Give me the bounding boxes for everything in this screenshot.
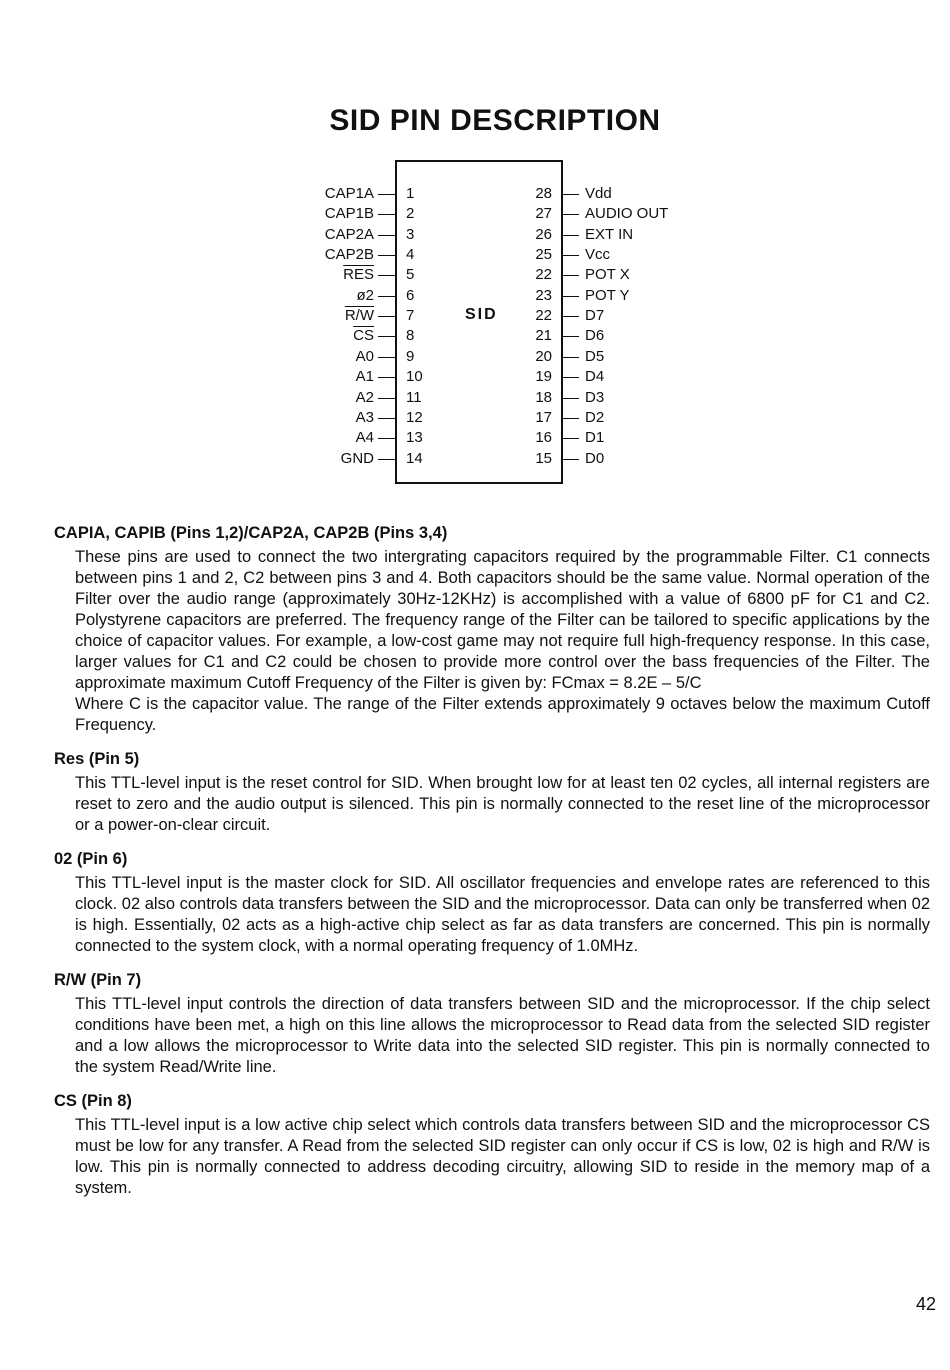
pin-number: 8 [406, 327, 415, 345]
pin-name: D1 [585, 429, 605, 447]
pin-section [54, 969, 930, 1078]
pin-number: 12 [406, 408, 423, 426]
pin-number: 18 [535, 388, 552, 406]
pin-name: A1 [355, 368, 374, 386]
pin-name: POT X [585, 266, 630, 284]
pin-number: 20 [535, 347, 552, 365]
pin-section [54, 848, 930, 957]
pin-number: 19 [535, 368, 552, 386]
section-paragraph: Where C is the capacitor value. The range of the Filter extends approximately 9 octaves below the maximum Cutoff Frequency. [75, 695, 930, 734]
pin-number: 11 [406, 388, 422, 406]
right-pin [0, 265, 950, 285]
pin-number: 27 [535, 205, 552, 223]
pin-lead [563, 316, 579, 317]
pin-section [54, 748, 930, 836]
pin-number: 1 [406, 185, 415, 202]
pin-number: 3 [406, 225, 415, 243]
pin-lead [563, 275, 579, 276]
right-pin [0, 367, 950, 387]
section-paragraph: This TTL-level input is a low active chip select which controls data transfers between SID and the microprocessor CS must be low for any transfer. A Read from the selected SID register can only occur if CS is low, 02 is high and R/W is low. This pin is normally connected to address decoding circuitry, allowing SID to reside in the memory map of a system. [75, 1116, 930, 1197]
pin-number: 7 [406, 307, 415, 325]
right-pin [0, 286, 950, 306]
pin-number: 13 [406, 429, 423, 447]
pin-number: 9 [406, 347, 415, 365]
pin-diagram [0, 0, 950, 500]
pin-section [54, 1090, 930, 1199]
right-pin [0, 449, 950, 469]
chip-label: SID [465, 306, 498, 323]
right-pin [0, 428, 950, 448]
pin-lead [563, 235, 579, 236]
page-title: SID PIN DESCRIPTION [329, 104, 661, 137]
section-heading: 02 (Pin 6) [54, 850, 128, 868]
pin-name: EXT IN [585, 225, 634, 243]
pin-number: 14 [406, 449, 423, 467]
section-heading: CAPIA, CAPIB (Pins 1,2)/CAP2A, CAP2B (Pins 3,4) [54, 524, 448, 542]
pin-number: 21 [535, 327, 552, 345]
pin-number: 10 [406, 368, 423, 386]
pin-name: ø2 [356, 286, 374, 304]
pin-name: D0 [585, 449, 605, 467]
pin-name: $\overline{CS}$ [353, 327, 374, 345]
pin-name: R/W [344, 307, 374, 325]
pin-name: D2 [585, 408, 605, 426]
pin-lead [563, 255, 579, 256]
pin-name: $\overline{RES}$ [343, 266, 374, 284]
pin-lead [563, 296, 579, 297]
pin-name: Vdd [585, 185, 612, 202]
pin-name: D4 [585, 368, 605, 386]
pin-number: 28 [535, 185, 552, 202]
pin-number: 6 [406, 286, 415, 304]
pin-lead [563, 377, 579, 378]
pin-name: D6 [585, 327, 605, 345]
pin-number: 26 [535, 225, 552, 243]
right-pin [0, 225, 950, 245]
pin-name: A0 [355, 347, 374, 365]
right-pin [0, 204, 950, 224]
pin-lead [563, 194, 579, 195]
pin-section [54, 522, 930, 736]
pin-name: AUDIO OUT [585, 205, 669, 223]
pin-lead [563, 357, 579, 358]
pin-number: 4 [406, 246, 415, 264]
pin-name: POT Y [585, 286, 630, 304]
pin-name: CAP2A [324, 225, 374, 243]
pin-number: 15 [535, 449, 552, 467]
pin-number: 2 [406, 205, 415, 223]
pin-number: 25 [535, 246, 552, 264]
pin-lead [563, 418, 579, 419]
pin-name: CAP2B [324, 246, 374, 264]
pin-name: D7 [585, 307, 605, 325]
pin-name: CAP1A [324, 185, 374, 202]
right-pin [0, 245, 950, 265]
right-pin [0, 388, 950, 408]
right-pin [0, 306, 950, 326]
section-heading: Res (Pin 5) [54, 750, 140, 768]
pin-name: D5 [585, 347, 605, 365]
pin-number: 17 [535, 408, 552, 426]
right-pin [0, 347, 950, 367]
section-heading: CS (Pin 8) [54, 1092, 132, 1110]
pin-number: 23 [535, 286, 552, 304]
pin-lead [563, 336, 579, 337]
pin-lead [563, 214, 579, 215]
pin-number: 22 [535, 307, 552, 325]
section-paragraph: This TTL-level input controls the direction of data transfers between SID and the microprocessor. If the chip select conditions have been met, a high on this line allows the microprocessor to Read data from the selected SID register and a low allows the microprocessor to Write data into the selected SID register. This pin is normally connected to the system Read/Write line. [75, 995, 930, 1076]
pin-name: A4 [355, 429, 374, 447]
pin-number: 5 [406, 266, 415, 284]
section-paragraph: This TTL-level input is the reset control for SID. When brought low for at least ten 02 cycles, all internal registers are reset to zero and the audio output is silenced. This pin is normally connected to the reset line of the microprocessor or a power-on-clear circuit. [75, 774, 930, 834]
section-heading: R/W (Pin 7) [54, 971, 142, 989]
right-pin [0, 184, 950, 204]
pin-name: A3 [355, 408, 374, 426]
pin-descriptions [54, 522, 930, 1211]
pin-lead [563, 398, 579, 399]
page-number: 42 [915, 1294, 936, 1314]
pin-lead [563, 438, 579, 439]
pin-name: GND [340, 449, 374, 467]
pin-number: 22 [535, 266, 552, 284]
pin-name: D3 [585, 388, 605, 406]
pin-name: Vcc [585, 246, 611, 264]
pin-number: 16 [535, 429, 552, 447]
right-pin [0, 408, 950, 428]
section-paragraph: This TTL-level input is the master clock for SID. All oscillator frequencies and envelope rates are referenced to this clock. 02 also controls data transfers between the SID and the microprocessor. Data can only be transferred when 02 is high. Essentially, 02 acts as a high-active chip select as far as data transfers are concerned. This pin is normally connected to the system clock, with a normal operating frequency of 1.0MHz. [75, 874, 930, 955]
right-pin [0, 326, 950, 346]
pin-name: CAP1B [324, 205, 374, 223]
pin-lead [563, 459, 579, 460]
pin-name: A2 [355, 388, 374, 406]
section-paragraph: These pins are used to connect the two intergrating capacitors required by the programmable Filter. C1 connects between pins 1 and 2, C2 between pins 3 and 4. Both capacitors should be the same value. Normal operation of the Filter over the audio range (approximately 30Hz-12KHz) is accomplished with a value of 6800 pF for C1 and C2. Polystyrene capacitors are preferred. The frequency range of the Filter can be tailored to specific applications by the choice of capacitor values. For example, a low-cost game may not require full high-frequency response. In this case, larger values for C1 and C2 could be chosen to provide more control over the bass frequencies of the Filter. The approximate maximum Cutoff Frequency of the Filter is given by: FCmax = 8.2E – 5/C [75, 548, 930, 692]
